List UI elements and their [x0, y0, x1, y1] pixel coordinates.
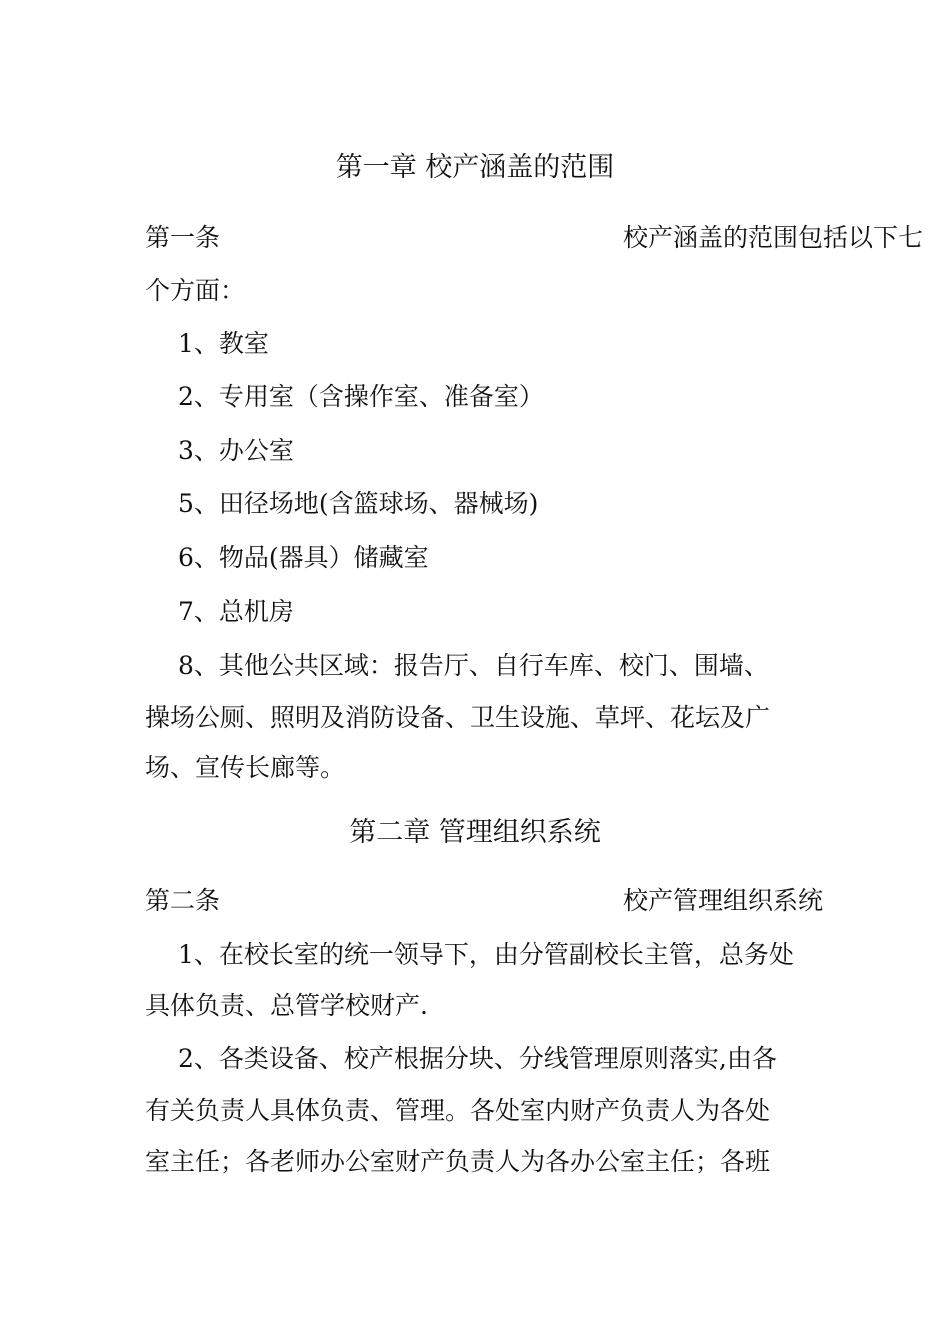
- list-item-8-line-1: 8、其他公共区域：报告厅、自行车库、校门、围墙、: [178, 651, 769, 680]
- list-item-8-line-2: 操场公厕、照明及消防设备、卫生设施、草坪、花坛及广: [145, 703, 771, 732]
- article-1-heading: [145, 222, 924, 254]
- paragraph-2-line-1: 2、各类设备、校产根据分块、分线管理原则落实,由各: [178, 1044, 777, 1073]
- list-item: 3、办公室: [178, 436, 294, 465]
- article-2-text: 校产管理组织系统: [623, 886, 824, 915]
- article-1-text: 校产涵盖的范围包括以下七: [623, 223, 924, 252]
- chapter-2-title: 第二章 管理组织系统: [349, 817, 601, 848]
- article-2-heading: [145, 885, 824, 917]
- chapter-1-title: 第一章 校产涵盖的范围: [335, 152, 615, 183]
- paragraph-2-line-3: 室主任；各老师办公室财产负责人为各办公室主任；各班: [145, 1147, 771, 1176]
- list-item-8-line-3: 场、宣传长廊等。: [145, 753, 346, 782]
- article-1-label: 第一条: [145, 223, 221, 252]
- list-item: 6、物品(器具）储藏室: [178, 543, 429, 572]
- list-item: 5、田径场地(含篮球场、器械场): [178, 489, 539, 518]
- list-item: 2、专用室（含操作室、准备室）: [178, 382, 544, 411]
- article-2-label: 第二条: [145, 886, 221, 915]
- article-1-text-continued: 个方面：: [145, 276, 246, 305]
- paragraph-1-line-1: 1、在校长室的统一领导下，由分管副校长主管，总务处: [178, 940, 794, 969]
- list-item: 7、总机房: [178, 597, 294, 626]
- paragraph-1-line-2: 具体负责、总管学校财产.: [145, 991, 428, 1020]
- list-item: 1、教室: [178, 329, 269, 358]
- paragraph-2-line-2: 有关负责人具体负责、管理。各处室内财产负责人为各处: [145, 1096, 771, 1125]
